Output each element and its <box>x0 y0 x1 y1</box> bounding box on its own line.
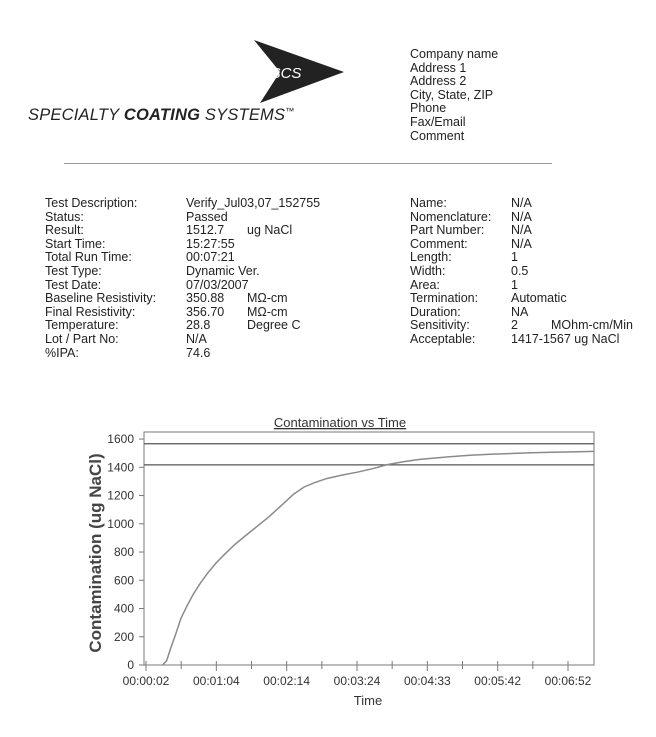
y-tick-label: 600 <box>113 573 134 588</box>
part-info-row <box>410 197 650 211</box>
field-value: 07/03/2007 <box>186 277 249 292</box>
logo-word-systems: SYSTEMS <box>204 106 286 124</box>
x-tick-label: 00:00:02 <box>122 674 170 688</box>
address-line-1: Address 1 <box>410 60 467 75</box>
contamination-chart <box>0 395 656 737</box>
part-info-row <box>410 211 650 225</box>
field-unit: ug NaCl <box>247 223 293 238</box>
company-name: Company name <box>410 47 499 61</box>
x-tick-label: 00:01:04 <box>192 674 240 688</box>
field-label: Duration: <box>410 304 461 319</box>
field-value: 2 <box>511 318 518 333</box>
test-info-row <box>45 197 375 211</box>
field-label: Part Number: <box>410 223 485 238</box>
field-label: Lot / Part No: <box>45 331 119 346</box>
field-unit: Degree C <box>247 318 301 333</box>
test-info-row <box>45 319 375 333</box>
field-label: Temperature: <box>45 318 119 333</box>
phone: Phone <box>410 101 447 116</box>
part-info-row <box>410 251 650 265</box>
x-tick-label: 00:05:42 <box>474 674 522 688</box>
field-value: 74.6 <box>186 345 211 360</box>
field-label: Final Resistivity: <box>45 304 136 319</box>
y-tick-label: 1600 <box>107 432 134 447</box>
part-info-row <box>410 238 650 252</box>
plot-frame <box>144 432 594 665</box>
field-value: Dynamic Ver. <box>186 263 260 278</box>
logo-trademark: ™ <box>285 106 295 116</box>
company-address-block <box>410 48 498 143</box>
field-label: Nomenclature: <box>410 209 492 224</box>
field-value: 356.70 <box>186 304 225 319</box>
y-tick-label: 1400 <box>107 460 134 475</box>
test-info-row <box>45 347 375 361</box>
field-value: 1 <box>511 250 518 265</box>
part-info-row <box>410 224 650 238</box>
city-state-zip: City, State, ZIP <box>410 87 494 102</box>
field-label: Length: <box>410 250 452 265</box>
y-tick-label: 800 <box>113 545 134 560</box>
test-info-row <box>45 251 375 265</box>
field-value: Automatic <box>511 291 567 306</box>
field-unit: MΩ-cm <box>247 291 288 306</box>
y-tick-label: 200 <box>113 629 134 644</box>
field-label: Width: <box>410 263 446 278</box>
field-value: 15:27:55 <box>186 236 235 251</box>
fax-email: Fax/Email <box>410 114 466 129</box>
part-info-row <box>410 265 650 279</box>
logo-word-specialty: SPECIALTY <box>28 106 120 124</box>
field-label: Total Run Time: <box>45 250 132 265</box>
field-value: N/A <box>511 236 532 251</box>
field-label: Area: <box>410 277 440 292</box>
comment: Comment <box>410 128 465 143</box>
logo-badge-text: SCS <box>270 65 302 82</box>
x-axis-label: Time <box>353 693 383 708</box>
field-label: Test Description: <box>45 196 138 210</box>
field-value: 350.88 <box>186 291 225 306</box>
header-divider <box>64 163 552 164</box>
chart-title: Contamination vs Time <box>273 415 407 430</box>
company-logo <box>0 0 656 160</box>
field-label: Test Type: <box>45 263 102 278</box>
y-axis-label: Contamination (ug NaCl) <box>86 453 105 653</box>
field-label: %IPA: <box>45 345 79 360</box>
part-info-block <box>410 197 650 347</box>
field-label: Termination: <box>410 291 479 306</box>
plot-area <box>107 432 594 688</box>
field-unit: MΩ-cm <box>247 304 288 319</box>
field-value: 00:07:21 <box>186 250 235 265</box>
field-label: Baseline Resistivity: <box>45 291 157 306</box>
field-label: Test Date: <box>45 277 102 292</box>
part-info-row <box>410 279 650 293</box>
x-tick-label: 00:02:14 <box>263 674 311 688</box>
logo-word-coating: COATING <box>123 106 201 124</box>
x-tick-label: 00:04:33 <box>403 674 451 688</box>
y-tick-label: 1000 <box>107 516 134 531</box>
test-info-row <box>45 211 375 225</box>
field-label: Acceptable: <box>410 331 476 346</box>
y-tick-label: 1200 <box>107 488 134 503</box>
field-value: 1 <box>511 277 518 292</box>
test-info-row <box>45 224 375 238</box>
address-line-2: Address 2 <box>410 74 467 89</box>
field-label: Name: <box>410 196 447 210</box>
field-value: N/A <box>511 223 532 238</box>
y-tick-label: 400 <box>113 601 134 616</box>
field-value: 1417-1567 ug NaCl <box>511 331 620 346</box>
field-value: 1512.7 <box>186 223 225 238</box>
field-label: Start Time: <box>45 236 106 251</box>
field-label: Result: <box>45 223 84 238</box>
field-label: Status: <box>45 209 84 224</box>
test-info-row <box>45 238 375 252</box>
test-info-row <box>45 265 375 279</box>
field-value: N/A <box>511 196 532 210</box>
x-tick-label: 00:06:52 <box>544 674 592 688</box>
y-tick-label: 0 <box>127 658 134 672</box>
contamination-series-line <box>163 451 595 665</box>
logo-wordmark <box>28 106 294 124</box>
part-info-row <box>410 292 650 306</box>
field-value: N/A <box>511 209 532 224</box>
test-info-row <box>45 306 375 320</box>
test-info-row <box>45 333 375 347</box>
field-unit: MOhm-cm/Min <box>551 318 633 333</box>
field-value: 0.5 <box>511 263 529 278</box>
field-label: Sensitivity: <box>410 318 470 333</box>
part-info-row <box>410 306 650 320</box>
field-value: 28.8 <box>186 318 211 333</box>
test-info-row <box>45 292 375 306</box>
x-tick-label: 00:03:24 <box>333 674 381 688</box>
field-value: NA <box>511 304 529 319</box>
field-value: N/A <box>186 331 207 346</box>
field-label: Comment: <box>410 236 468 251</box>
part-info-row <box>410 333 650 347</box>
test-info-block <box>45 197 375 360</box>
part-info-row <box>410 319 650 333</box>
test-info-row <box>45 279 375 293</box>
field-value: Verify_Jul03,07_152755 <box>186 196 321 210</box>
field-value: Passed <box>186 209 228 224</box>
